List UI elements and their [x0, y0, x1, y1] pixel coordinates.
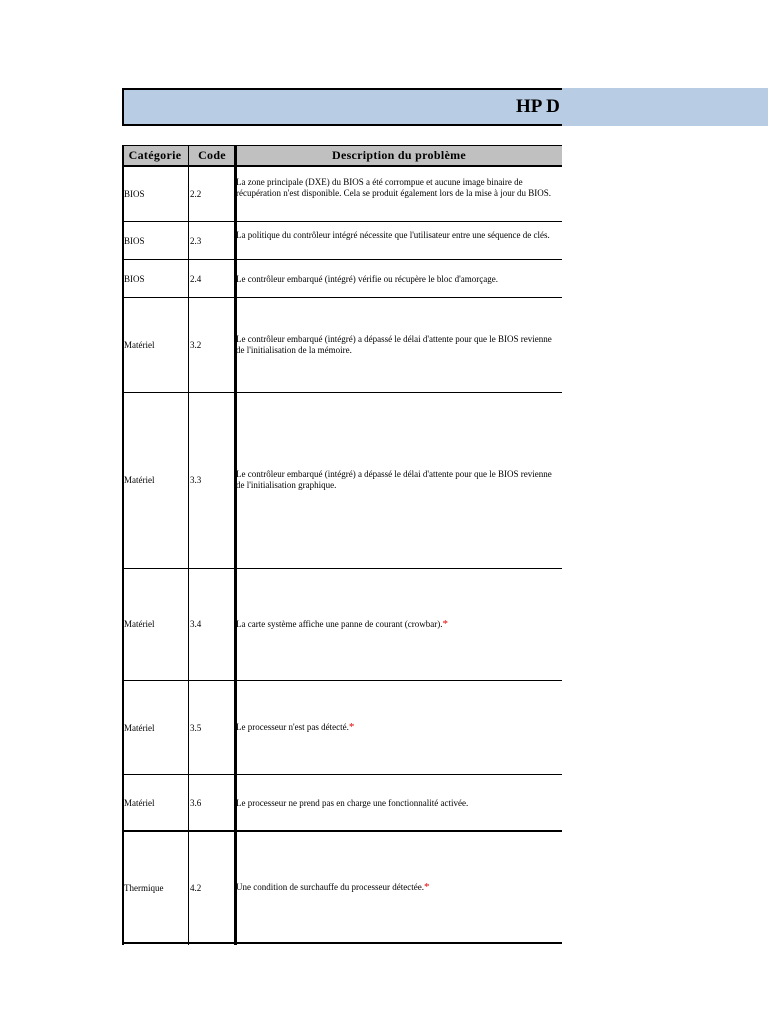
row-divider: [122, 259, 562, 260]
title-banner-extension: [562, 88, 768, 126]
cell-category: BIOS: [124, 274, 145, 284]
cell-description: La zone principale (DXE) du BIOS a été corrompue et aucune image binaire de récupération n'est disponible. Cela se produit également lors de la mise à jour du BIOS.: [236, 177, 552, 198]
title-clip: [122, 88, 562, 126]
border-top: [122, 145, 562, 146]
cell-code: 2.4: [190, 274, 202, 284]
document-title: HP D: [516, 96, 560, 117]
cell-code: 3.4: [190, 619, 202, 629]
cell-category: BIOS: [124, 189, 145, 199]
cell-description: Le contrôleur embarqué (intégré) vérifie ou récupère le bloc d'amorçage.: [236, 274, 498, 284]
cell-category: Thermique: [124, 883, 164, 893]
row-divider: [122, 221, 562, 222]
cell-description: Le processeur n'est pas détecté.*: [236, 722, 355, 733]
cell-code: 2.3: [190, 236, 202, 246]
border-left: [122, 145, 124, 945]
cell-code: 2.2: [190, 189, 202, 199]
header-description: Description du problème: [331, 148, 466, 162]
row-divider: [122, 830, 562, 832]
border-header-bottom: [122, 165, 562, 167]
row-divider: [122, 680, 562, 681]
cell-category: Matériel: [124, 340, 155, 350]
cell-code: 3.2: [190, 340, 202, 350]
cell-category: BIOS: [124, 236, 145, 246]
row-divider: [122, 774, 562, 775]
cell-description: Le contrôleur embarqué (intégré) a dépassé le délai d'attente pour que le BIOS revienne de l'initialisation de la mémoire.: [236, 334, 552, 355]
cell-description: La carte système affiche une panne de courant (crowbar).*: [236, 619, 448, 630]
row-divider: [122, 297, 562, 298]
cell-category: Matériel: [124, 619, 155, 629]
row-divider: [122, 568, 562, 569]
cell-code: 3.5: [190, 723, 202, 733]
cell-code: 4.2: [190, 883, 202, 893]
cell-code: 3.3: [190, 475, 202, 485]
cell-description: La politique du contrôleur intégré nécessite que l'utilisateur entre une séquence de clés.: [236, 230, 550, 240]
row-divider: [122, 392, 562, 393]
border-col-1: [188, 145, 189, 945]
error-code-table: [122, 145, 562, 945]
cell-category: Matériel: [124, 798, 155, 808]
cell-category: Matériel: [124, 723, 155, 733]
cell-description: Le contrôleur embarqué (intégré) a dépassé le délai d'attente pour que le BIOS revienne de l'initialisation graphique.: [236, 469, 552, 490]
cell-code: 3.6: [190, 798, 202, 808]
header-code: Code: [198, 148, 226, 162]
border-bottom: [122, 942, 562, 944]
cell-description: Une condition de surchauffe du processeur détectée.*: [236, 882, 430, 893]
cell-category: Matériel: [124, 475, 155, 485]
cell-description: Le processeur ne prend pas en charge une fonctionnalité activée.: [236, 798, 469, 808]
header-category: Catégorie: [128, 148, 182, 162]
border-col-2: [234, 145, 237, 945]
